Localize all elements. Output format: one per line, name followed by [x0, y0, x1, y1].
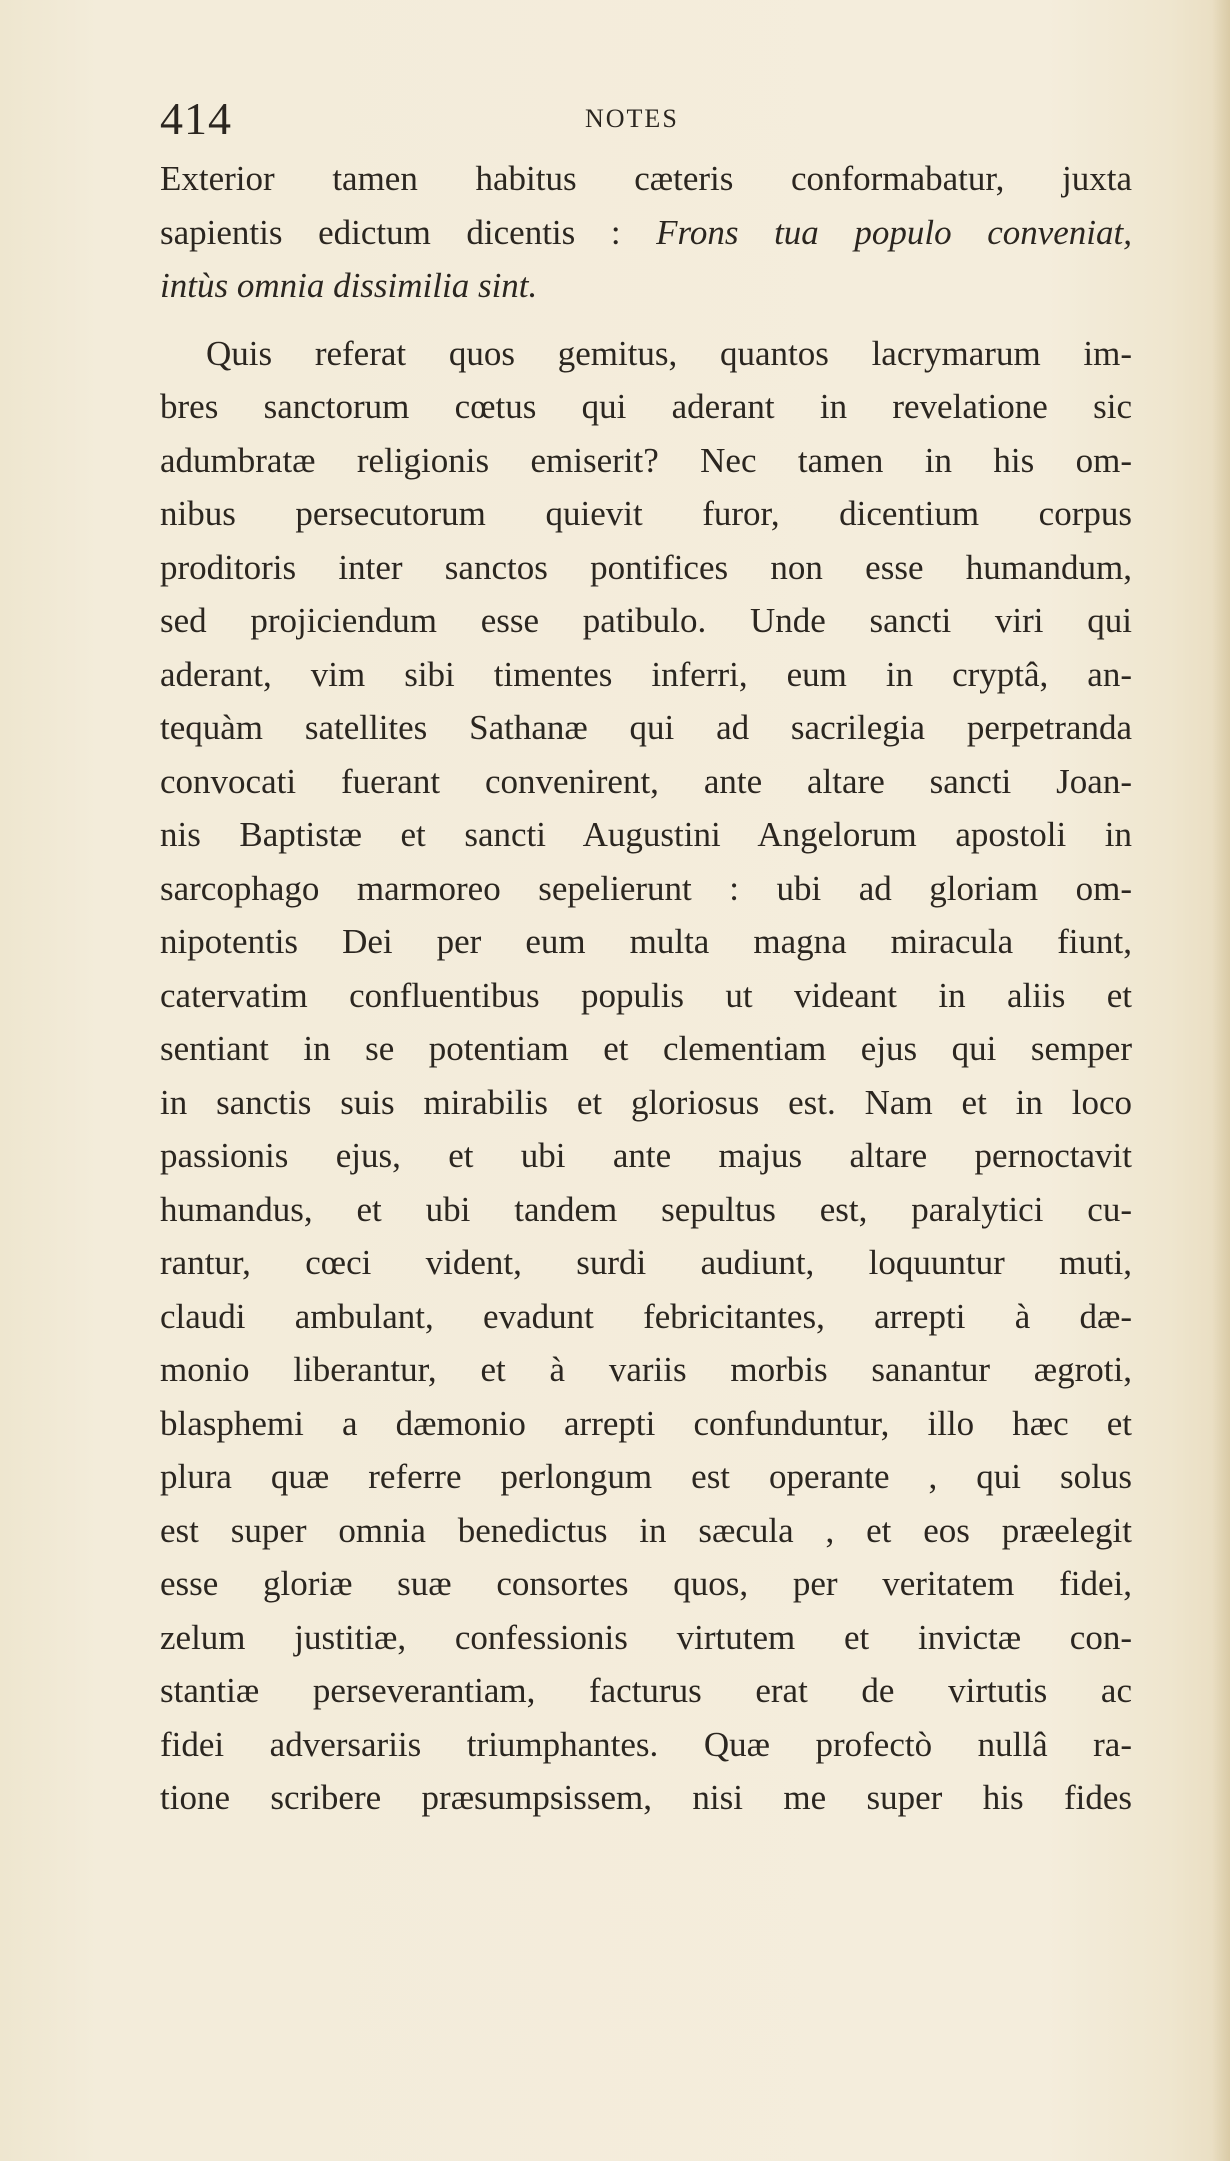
- text-line: passionis ejus, et ubi ante majus altare pernoctavit: [160, 1136, 1132, 1175]
- text-line: sentiant in se potentiam et clementiam ejus qui semper: [160, 1029, 1132, 1068]
- text-line: humandus, et ubi tandem sepultus est, paralytici cu-: [160, 1189, 1132, 1229]
- text-line: esse gloriæ suæ consortes quos, per veritatem fidei,: [160, 1564, 1132, 1603]
- text-line: in sanctis suis mirabilis et gloriosus est. Nam et in loco: [160, 1082, 1132, 1122]
- text-line: blasphemi a dæmonio arrepti confunduntur, illo hæc et: [160, 1403, 1132, 1443]
- text-line: nibus persecutorum quievit furor, dicentium corpus: [160, 494, 1132, 533]
- running-head: NOTES: [585, 104, 679, 133]
- page-edge-shadow: [1212, 0, 1230, 2161]
- text-line: [160, 206, 1132, 260]
- italic-quote: Frons tua populo conveniat,: [656, 212, 1133, 252]
- text-line: nipotentis Dei per eum multa magna miracula fiunt,: [160, 922, 1132, 961]
- text-line: tequàm satellites Sathanæ qui ad sacrilegia perpetranda: [160, 708, 1132, 747]
- text-line: adumbratæ religionis emiserit? Nec tamen in his om-: [160, 440, 1132, 480]
- body-text: [160, 152, 1132, 1825]
- text-line: [160, 259, 1132, 313]
- text-line: stantiæ perseverantiam, facturus erat de virtutis ac: [160, 1671, 1132, 1710]
- text-line: plura quæ referre perlongum est operante , qui solus: [160, 1457, 1132, 1496]
- text-segment: sapientis edictum dicentis :: [160, 212, 657, 252]
- italic-quote-end: intùs omnia dissimilia sint.: [160, 266, 538, 305]
- text-line: sarcophago marmoreo sepelierunt : ubi ad gloriam om-: [160, 868, 1132, 908]
- text-line: convocati fuerant convenirent, ante altare sancti Joan-: [160, 761, 1132, 801]
- paragraph-gap: [160, 313, 1132, 327]
- page-number: 414: [160, 93, 232, 144]
- text-line: bres sanctorum cœtus qui aderant in revelatione sic: [160, 387, 1132, 426]
- text-line: sed projiciendum esse patibulo. Unde sancti viri qui: [160, 601, 1132, 640]
- text-line: rantur, cœci vident, surdi audiunt, loquuntur muti,: [160, 1243, 1132, 1282]
- page-header: [160, 92, 1120, 142]
- text-line: claudi ambulant, evadunt febricitantes, arrepti à dæ-: [160, 1296, 1132, 1336]
- text-line: proditoris inter sanctos pontifices non esse humandum,: [160, 547, 1132, 587]
- text-line: tione scribere præsumpsissem, nisi me super his fides: [160, 1778, 1132, 1817]
- text-line: aderant, vim sibi timentes inferri, eum in cryptâ, an-: [160, 654, 1132, 694]
- text-line: nis Baptistæ et sancti Augustini Angelorum apostoli in: [160, 815, 1132, 854]
- text-line: Quis referat quos gemitus, quantos lacrymarum im-: [206, 333, 1132, 373]
- text-line: fidei adversariis triumphantes. Quæ profectò nullâ ra-: [160, 1724, 1132, 1764]
- text-line: monio liberantur, et à variis morbis sanantur ægroti,: [160, 1350, 1132, 1389]
- text-line: est super omnia benedictus in sæcula , et eos præelegit: [160, 1510, 1132, 1550]
- text-line: Exterior tamen habitus cæteris conformabatur, juxta: [160, 159, 1132, 198]
- text-line: zelum justitiæ, confessionis virtutem et invictæ con-: [160, 1617, 1132, 1657]
- text-line: catervatim confluentibus populis ut videant in aliis et: [160, 975, 1132, 1015]
